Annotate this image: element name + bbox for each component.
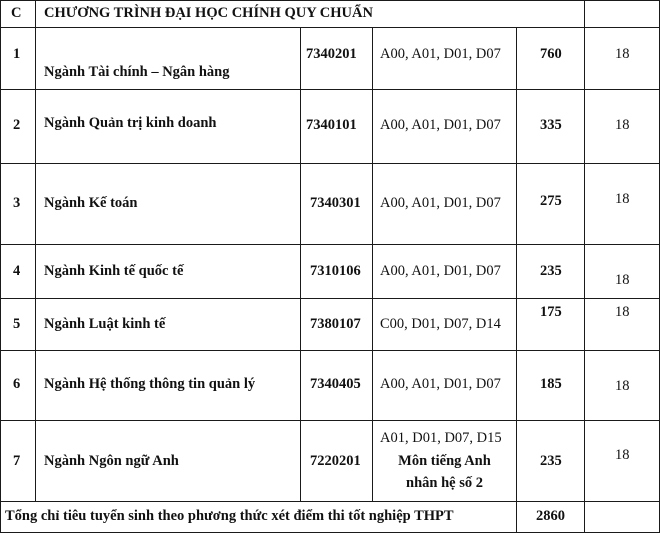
- row-major-code: 7340301: [310, 195, 361, 211]
- row-major-name: Ngành Tài chính – Ngân hàng: [44, 64, 230, 80]
- row-stt: 5: [13, 316, 21, 332]
- row-subject-combos: A00, A01, D01, D07: [380, 263, 501, 279]
- grid-line: [0, 350, 660, 351]
- grid-line: [0, 298, 660, 299]
- total-label: Tổng chỉ tiêu tuyển sinh theo phương thức xét điểm thi tốt nghiệp THPT: [5, 508, 454, 524]
- row-major-code: 7220201: [310, 453, 361, 469]
- grid-line: [0, 532, 660, 533]
- row-major-name: Ngành Ngôn ngữ Anh: [44, 453, 179, 469]
- row-quota: 335: [540, 117, 562, 133]
- row-major-code: 7380107: [310, 316, 361, 332]
- row-major-name: Ngành Quản trị kinh doanh: [44, 115, 217, 131]
- row-quota: 175: [540, 304, 562, 320]
- row-major-name: Ngành Kinh tế quốc tế: [44, 263, 184, 279]
- row-subject-combos: A00, A01, D01, D07: [380, 117, 501, 133]
- row-quota: 760: [540, 46, 562, 62]
- row-major-code: 7340201: [306, 46, 357, 62]
- grid-line: [0, 0, 1, 533]
- row-stt: 1: [13, 46, 21, 62]
- row-major-name: Ngành Kế toán: [44, 195, 138, 211]
- grid-line: [0, 89, 660, 90]
- row-major-name: Ngành Luật kinh tế: [44, 316, 166, 332]
- grid-line: [300, 27, 301, 501]
- row-subject-combos: A00, A01, D01, D07: [380, 195, 501, 211]
- row-stt: 4: [13, 263, 21, 279]
- row-subject-combos: A00, A01, D01, D07: [380, 376, 501, 392]
- grid-line: [35, 0, 36, 501]
- grid-line: [0, 163, 660, 164]
- section-code: C: [11, 5, 22, 21]
- row-note: nhân hệ số 2: [406, 475, 483, 491]
- row-stt: 3: [13, 195, 21, 211]
- grid-line: [0, 420, 660, 421]
- row-stt: 6: [13, 376, 21, 392]
- row-major-code: 7310106: [310, 263, 361, 279]
- row-major-name: Ngành Hệ thống thông tin quản lý: [44, 376, 256, 392]
- row-subject-combos: C00, D01, D07, D14: [380, 316, 501, 332]
- row-major-code: 7340405: [310, 376, 361, 392]
- row-min-score: 18: [615, 378, 630, 394]
- row-quota: 275: [540, 193, 562, 209]
- grid-line: [516, 27, 517, 533]
- grid-line: [372, 27, 373, 501]
- grid-line: [0, 244, 660, 245]
- row-min-score: 18: [615, 191, 630, 207]
- grid-line: [0, 0, 660, 1]
- row-quota: 185: [540, 376, 562, 392]
- row-note: Môn tiếng Anh: [398, 453, 491, 469]
- row-min-score: 18: [615, 117, 630, 133]
- row-quota: 235: [540, 263, 562, 279]
- row-stt: 2: [13, 117, 21, 133]
- grid-line: [584, 0, 585, 533]
- row-subject-combos: A01, D01, D07, D15: [380, 430, 502, 446]
- grid-line: [0, 27, 660, 28]
- row-major-code: 7340101: [306, 117, 357, 133]
- row-min-score: 18: [615, 447, 630, 463]
- total-value: 2860: [536, 508, 565, 524]
- row-stt: 7: [13, 453, 21, 469]
- row-subject-combos: A00, A01, D01, D07: [380, 46, 501, 62]
- row-quota: 235: [540, 453, 562, 469]
- grid-line: [0, 501, 660, 502]
- row-min-score: 18: [615, 272, 630, 288]
- row-min-score: 18: [615, 304, 630, 320]
- section-title: CHƯƠNG TRÌNH ĐẠI HỌC CHÍNH QUY CHUẨN: [44, 5, 373, 21]
- row-min-score: 18: [615, 46, 630, 62]
